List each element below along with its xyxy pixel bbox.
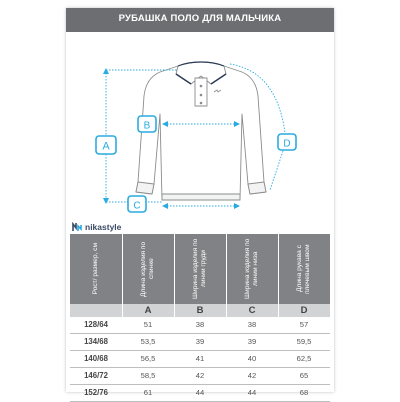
value-cell: 38	[195, 320, 205, 329]
letter-cell-a: A	[122, 304, 175, 317]
right-cuff	[248, 182, 266, 194]
value-cell: 44	[247, 388, 257, 397]
table-letter-row	[70, 304, 330, 317]
table-header-row	[70, 234, 330, 304]
nikastyle-logo-icon	[72, 222, 82, 232]
letter-cell-b: B	[174, 304, 227, 317]
value-cell: 44	[195, 388, 205, 397]
table-row	[70, 368, 330, 385]
polo-shirt-diagram	[66, 32, 334, 220]
header-col-c-label: Ширина изделия по линии низа	[244, 238, 259, 300]
value-cell: 57	[299, 320, 309, 329]
value-cell: 65	[299, 371, 309, 380]
table-row	[70, 351, 330, 368]
letter-cell-empty	[70, 304, 123, 317]
header-col-b-label: Ширина изделия по линии груди	[192, 238, 207, 300]
value-cell: 39	[195, 337, 205, 346]
header-col-b	[174, 234, 227, 304]
svg-text:B: B	[143, 120, 151, 132]
value-cell: 39	[247, 337, 257, 346]
table-row	[70, 317, 330, 334]
svg-text:A: A	[102, 140, 110, 153]
brand	[72, 220, 121, 234]
value-cell: 62,5	[296, 354, 312, 363]
size-cell: 134/68	[84, 337, 108, 346]
table-row	[70, 385, 330, 402]
value-cell: 58,5	[140, 371, 156, 380]
hem-band	[162, 194, 240, 200]
size-chart-card	[66, 8, 334, 397]
value-cell: 42	[247, 371, 257, 380]
left-cuff	[136, 182, 154, 194]
letter-cell-d: D	[300, 305, 308, 316]
value-cell: 38	[247, 320, 257, 329]
value-cell: 51	[143, 320, 153, 329]
value-cell: 40	[247, 354, 257, 363]
value-cell: 56,5	[140, 354, 156, 363]
label-c	[128, 196, 146, 212]
title-bar	[66, 8, 334, 32]
header-col-a	[122, 234, 175, 304]
header-size	[70, 234, 123, 304]
letter-cell-c: C	[226, 304, 279, 317]
header-col-c	[226, 234, 279, 304]
table-row	[70, 334, 330, 351]
value-cell: 42	[195, 371, 205, 380]
value-cell: 61	[143, 388, 153, 397]
value-cell: 53,5	[140, 337, 156, 346]
size-cell: 146/72	[84, 371, 108, 380]
value-cell: 41	[195, 354, 205, 363]
label-d	[278, 134, 296, 150]
value-cell: 59,5	[296, 337, 312, 346]
header-col-a-label: Длина изделия по спинке	[140, 241, 155, 297]
header-col-d	[278, 234, 330, 304]
svg-text:D: D	[283, 138, 291, 150]
label-a	[96, 136, 116, 154]
size-cell: 140/68	[84, 354, 108, 363]
value-cell: 68	[299, 388, 309, 397]
page-title: РУБАШКА ПОЛО ДЛЯ МАЛЬЧИКА	[118, 13, 282, 24]
size-cell: 152/76	[84, 388, 108, 397]
header-size-label: Рост/ размер, см	[92, 243, 99, 295]
brand-name: nikastyle	[85, 222, 122, 232]
svg-text:C: C	[133, 200, 141, 212]
header-col-d-label: Длина рукава с плечевым швом	[296, 244, 311, 294]
size-table	[70, 234, 330, 402]
label-b	[138, 116, 156, 132]
size-cell: 128/64	[84, 320, 108, 329]
